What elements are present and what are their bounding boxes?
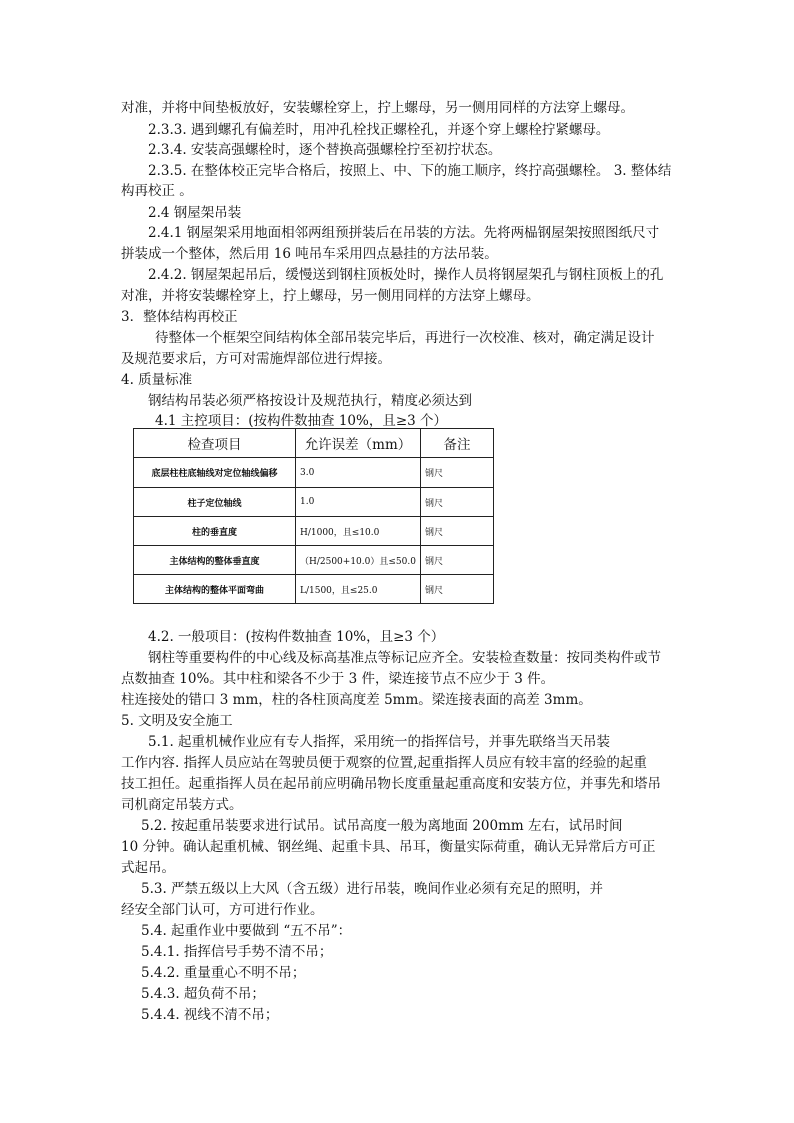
- table-row: [134, 575, 494, 604]
- table-row: [134, 458, 494, 488]
- table-row: [134, 546, 494, 575]
- list-item: 5.4.2. 重量重心不明不吊；: [141, 965, 306, 981]
- table-cell: 底层柱柱底轴线对定位轴线偏移: [134, 458, 296, 488]
- table-cell: 钢尺: [421, 575, 494, 604]
- paragraph-line: 5.3. 严禁五级以上大风（含五级）进行吊装，晚间作业必须有充足的照明，并: [141, 881, 604, 897]
- paragraph-line: 构再校正 。: [121, 183, 193, 199]
- paragraph-line: 对准，并将中间垫板放好，安装螺栓穿上，拧上螺母，另一侧用同样的方法穿上螺母。: [121, 100, 634, 116]
- paragraph-line: 5.2. 按起重吊装要求进行试吊。试吊高度一般为离地面 200mm 左右，试吊时间: [141, 818, 623, 834]
- paragraph-line: 待整体一个框架空间结构体全部吊装完毕后，再进行一次校准、核对，确定满足设计: [155, 330, 655, 346]
- section-heading: 2.4 钢屋架吊装: [148, 205, 242, 221]
- section-heading: 4. 质量标准: [121, 372, 193, 388]
- table-cell: H/1000，且≤10.0: [296, 517, 421, 546]
- subsection-heading: 4.1 主控项目：(按构件数抽查 10%，且≥3 个）: [155, 413, 448, 429]
- table-header-row: [134, 429, 494, 458]
- table-row: [134, 488, 494, 517]
- paragraph-line: 2.3.5. 在整体校正完毕合格后，按照上、中、下的施工顺序，终拧高强螺栓。 3. 整体结: [148, 163, 672, 179]
- paragraph-line: 柱连接处的错口 3 mm，柱的各柱顶高度差 5mm。梁连接表面的高差 3mm。: [121, 692, 592, 708]
- table-cell: 主体结构的整体垂直度: [134, 546, 296, 575]
- paragraph-line: 工作内容. 指挥人员应站在驾驶员便于观察的位置,起重指挥人员应有较丰富的经验的起重: [121, 755, 647, 771]
- table-header-cell: 允许误差（mm）: [296, 429, 421, 458]
- paragraph-line: 2.4.2. 钢屋架起吊后，缓慢送到钢柱顶板处时，操作人员将钢屋架孔与钢柱顶板上的孔: [148, 267, 664, 283]
- paragraph-line: 及规范要求后，方可对需施焊部位进行焊接。: [121, 351, 391, 367]
- table-header-cell: 备注: [421, 429, 494, 458]
- table-cell: 钢尺: [421, 546, 494, 575]
- quality-inspection-table: [133, 428, 494, 604]
- paragraph-line: 经安全部门认可，方可进行作业。: [121, 902, 324, 918]
- table-row: [134, 517, 494, 546]
- section-heading: 5. 文明及安全施工: [121, 713, 233, 729]
- paragraph-line: 式起吊。: [121, 860, 175, 876]
- table-header-cell: 检查项目: [134, 429, 296, 458]
- paragraph-line: 拼装成一个整体，然后用 16 吨吊车采用四点悬挂的方法吊装。: [121, 246, 498, 262]
- table-cell: L/1500，且≤25.0: [296, 575, 421, 604]
- subsection-heading: 5.4. 起重作业中要做到 “五不吊”：: [141, 923, 352, 939]
- list-item: 5.4.3. 超负荷不吊；: [141, 986, 265, 1002]
- paragraph-line: 钢柱等重要构件的中心线及标高基准点等标记应齐全。安装检查数量：按同类构件或节: [148, 650, 661, 666]
- table-cell: 钢尺: [421, 458, 494, 488]
- paragraph-line: 对准，并将安装螺栓穿上，拧上螺母，另一侧用同样的方法穿上螺母。: [121, 288, 540, 304]
- table-cell: 柱子定位轴线: [134, 488, 296, 517]
- table-cell: 主体结构的整体平面弯曲: [134, 575, 296, 604]
- table-cell: 柱的垂直度: [134, 517, 296, 546]
- paragraph-line: 10 分钟。确认起重机械、钢丝绳、起重卡具、吊耳，衡量实际荷重，确认无异常后方可正: [121, 839, 656, 855]
- section-heading: 3．整体结构再校正: [121, 309, 238, 325]
- paragraph-line: 5.1. 起重机械作业应有专人指挥，采用统一的指挥信号，并事先联络当天吊装: [148, 734, 611, 750]
- table-cell: 1.0: [296, 488, 421, 517]
- paragraph-line: 2.3.3. 遇到螺孔有偏差时，用冲孔栓找正螺栓孔，并逐个穿上螺栓拧紧螺母。: [148, 122, 610, 138]
- list-item: 5.4.4. 视线不清不吊；: [141, 1007, 279, 1023]
- paragraph-line: 技工担任。起重指挥人员在起吊前应明确吊物长度重量起重高度和安装方位，并事先和塔吊: [121, 776, 661, 792]
- paragraph-line: 2.4.1 钢屋架采用地面相邻两组预拼装后在吊装的方法。先将两榀钢屋架按照图纸尺寸: [148, 225, 660, 241]
- paragraph-line: 2.3.4. 安装高强螺栓时，逐个替换高强螺栓拧至初拧状态。: [148, 142, 502, 158]
- paragraph-line: 钢结构吊装必须严格按设计及规范执行，精度必须达到: [148, 393, 472, 409]
- table-cell: （H/2500+10.0）且≤50.0: [296, 546, 421, 575]
- subsection-heading: 4.2. 一般项目：(按构件数抽查 10%，且≥3 个）: [148, 629, 445, 645]
- list-item: 5.4.1. 指挥信号手势不清不吊；: [141, 944, 333, 960]
- table-cell: 钢尺: [421, 517, 494, 546]
- paragraph-line: 点数抽查 10%。其中柱和梁各不少于 3 件，梁连接节点不应少于 3 件。: [121, 671, 555, 687]
- table-cell: 钢尺: [421, 488, 494, 517]
- table-cell: 3.0: [296, 458, 421, 488]
- paragraph-line: 司机商定吊装方式。: [121, 797, 243, 813]
